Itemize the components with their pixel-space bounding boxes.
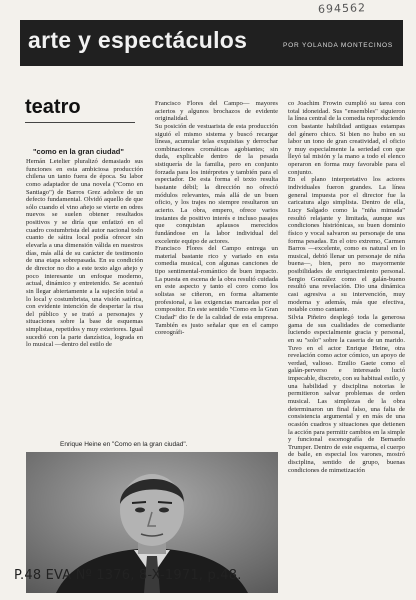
column-3-paragraph: En el plano interpretativo los actores individuales fueron grandes. La línea general impuesta por el director fue la caricatura algo simplista. Dentro de ella, Lucy Salgado como la "niña mimada" resultó relajante y limitada, aunque sus condiciones histriónicas, su buen dominio físico y vocal salvaron su personaje de una forma pesadas. En el otro extremo, Carmen Barros —excelente, como es natural en lo musical, debió llenar un personaje de niña buena—, bien, pero no mayormente posibilidades de enriquecimiento personal. Sergio González como el galán-bueno resultó una revelación. Dio una dinámica casi agresiva a su intervención, muy moderna y además, más que efectiva, notable como cantante. (288, 176, 405, 314)
section-rule (25, 122, 135, 123)
column-2-paragraph: Francisco Flores del Campo— mayores aciertos y algunos brochazos de evidente originalidad. (155, 100, 278, 123)
archive-number-handwritten: 694562 (317, 1, 367, 16)
text-column-3 (288, 100, 405, 474)
article-kicker: "como en la gran ciudad" (33, 147, 124, 156)
column-2-paragraph: Su posición de vestuarista de esta producción siguió el mismo sistema y buscó recargar líneas, acumular telas exquisitas y derrochar combinaciones cromáticas agobiantes; sin duda, explicable dentro de la pesada sistiquería de la familia, pero en conjunto forzada para los intérpretes y también para el espectador. De esta forma el texto resulta bastante débil; la dirección no ofreció módulos relevantes, más allá de un buen oficio, y los trajes no siempre resultaron un acierto. La obra, empero, ofrece varios instantes de positivo interés e incluso pasajes que conquistan aplausos merecidos fundándose en la labor individual del excelente equipo de actores. (155, 122, 278, 245)
column-3-paragraph: Silvia Piñeiro desplegó toda la generosa gama de sus cualidades de comediante luciendo especialmente gracia y personal, en su "solo" sobre la caseria de un marido. Tuvo en el actor Enrique Heine, otra revelación como actor cómico, un apoyo de verdad, valioso. Emilio Gaete como el galán-perverso e interesado lució impecable, discreto, con su habitual estilo, y una habilidad y disciplina notorias le permitieron salvar problemas de orden musical. Las simplezas de la obra determinaron un final falso, una falta de consistencia argumental y en más de una ocasión cuadros y situaciones que detienen la acción para permitir cambios en la simple y funcional escenografía de Bernardo Trumper. Dentro de este esquema, el cuerpo de baile, en especial los varones, mostró disciplina, sentido de grupo, buenas condiciones de mimetización (288, 313, 406, 474)
section-heading: teatro (25, 96, 81, 118)
text-column-2 (155, 100, 278, 337)
section-banner (20, 20, 403, 66)
photo-caption: Enrique Heine en "Como en la gran ciudad". (60, 441, 188, 448)
handwritten-citation: P.48 EVA Nº 1376, 8-X-1971, p.48. (14, 568, 242, 583)
column-3-paragraph: co Joachim Frowin cumplió su tarea con total idoneidad. Sus "ensembles" siguieron la línea central de la comedia reproduciendo con bastante habilidad antiguas estampas del género chico. Si bien no hubo en su labor un tono de gran creatividad, el oficio y muy especialmente la seriedad con que lleyó tal misión y la mano a todo el elenco operaron en forma muy favorable para el conjunto. (288, 100, 405, 176)
banner-title: arte y espectáculos (28, 27, 248, 53)
byline: POR YOLANDA MONTECINOS (283, 42, 393, 49)
column-2-paragraph: Francisco Flores del Campo entrega un material bastante rico y variado en esta comedia musical, con algunas canciones de tipo sentimental-romántico de buen impacto. La puesta en escena de la obra resultó cuidada en este aspecto y tanto el coro como los solistas se ciñeron, en forma altamente profesional, a las exigencias marcadas por el compositor. En este sentido "Como en la Gran Ciudad" dio fe de la calidad de esta empresa. También es justo señalar que en el campo coreográfi- (155, 245, 278, 337)
text-column-1: Hernán Letelier pluralizó demasiado sus funciones en esta ambiciosa producción chilena un tanto fuera de época. Su labor como adaptador de una novela ("Como en Santiago") de Barros Grez adolece de un defecto fundamental. Olvidó aquello de que sólo cuando el vino añejo se vierte en odres nuevos se suelen obtener resultados positivos y se diría que enfatizó en el cuadro costumbrista del autor nacional todo cuanto de sátira local podía ofrecer sin elevarla a una dimensión válida en nuestros días, más allá de su carácter de testimonio de una etapa sobrepasada. En su condición de director no dio a este texto algo añejo y poco interesante un enfoque moderno, actual, dinámico y entretenido. Se acentuó sin llegar abiertamente a la sujeción total a lo local y costumbrista, una visión satírica, con evidente intención de despertar la risa del público y se trató a personajes y situaciones sobre la base de esquemas simplistas, repetidos y muy exteriores. Igual sucedió con la parte danzística, lograda en lo musical —dentro del estilo de (26, 158, 143, 349)
